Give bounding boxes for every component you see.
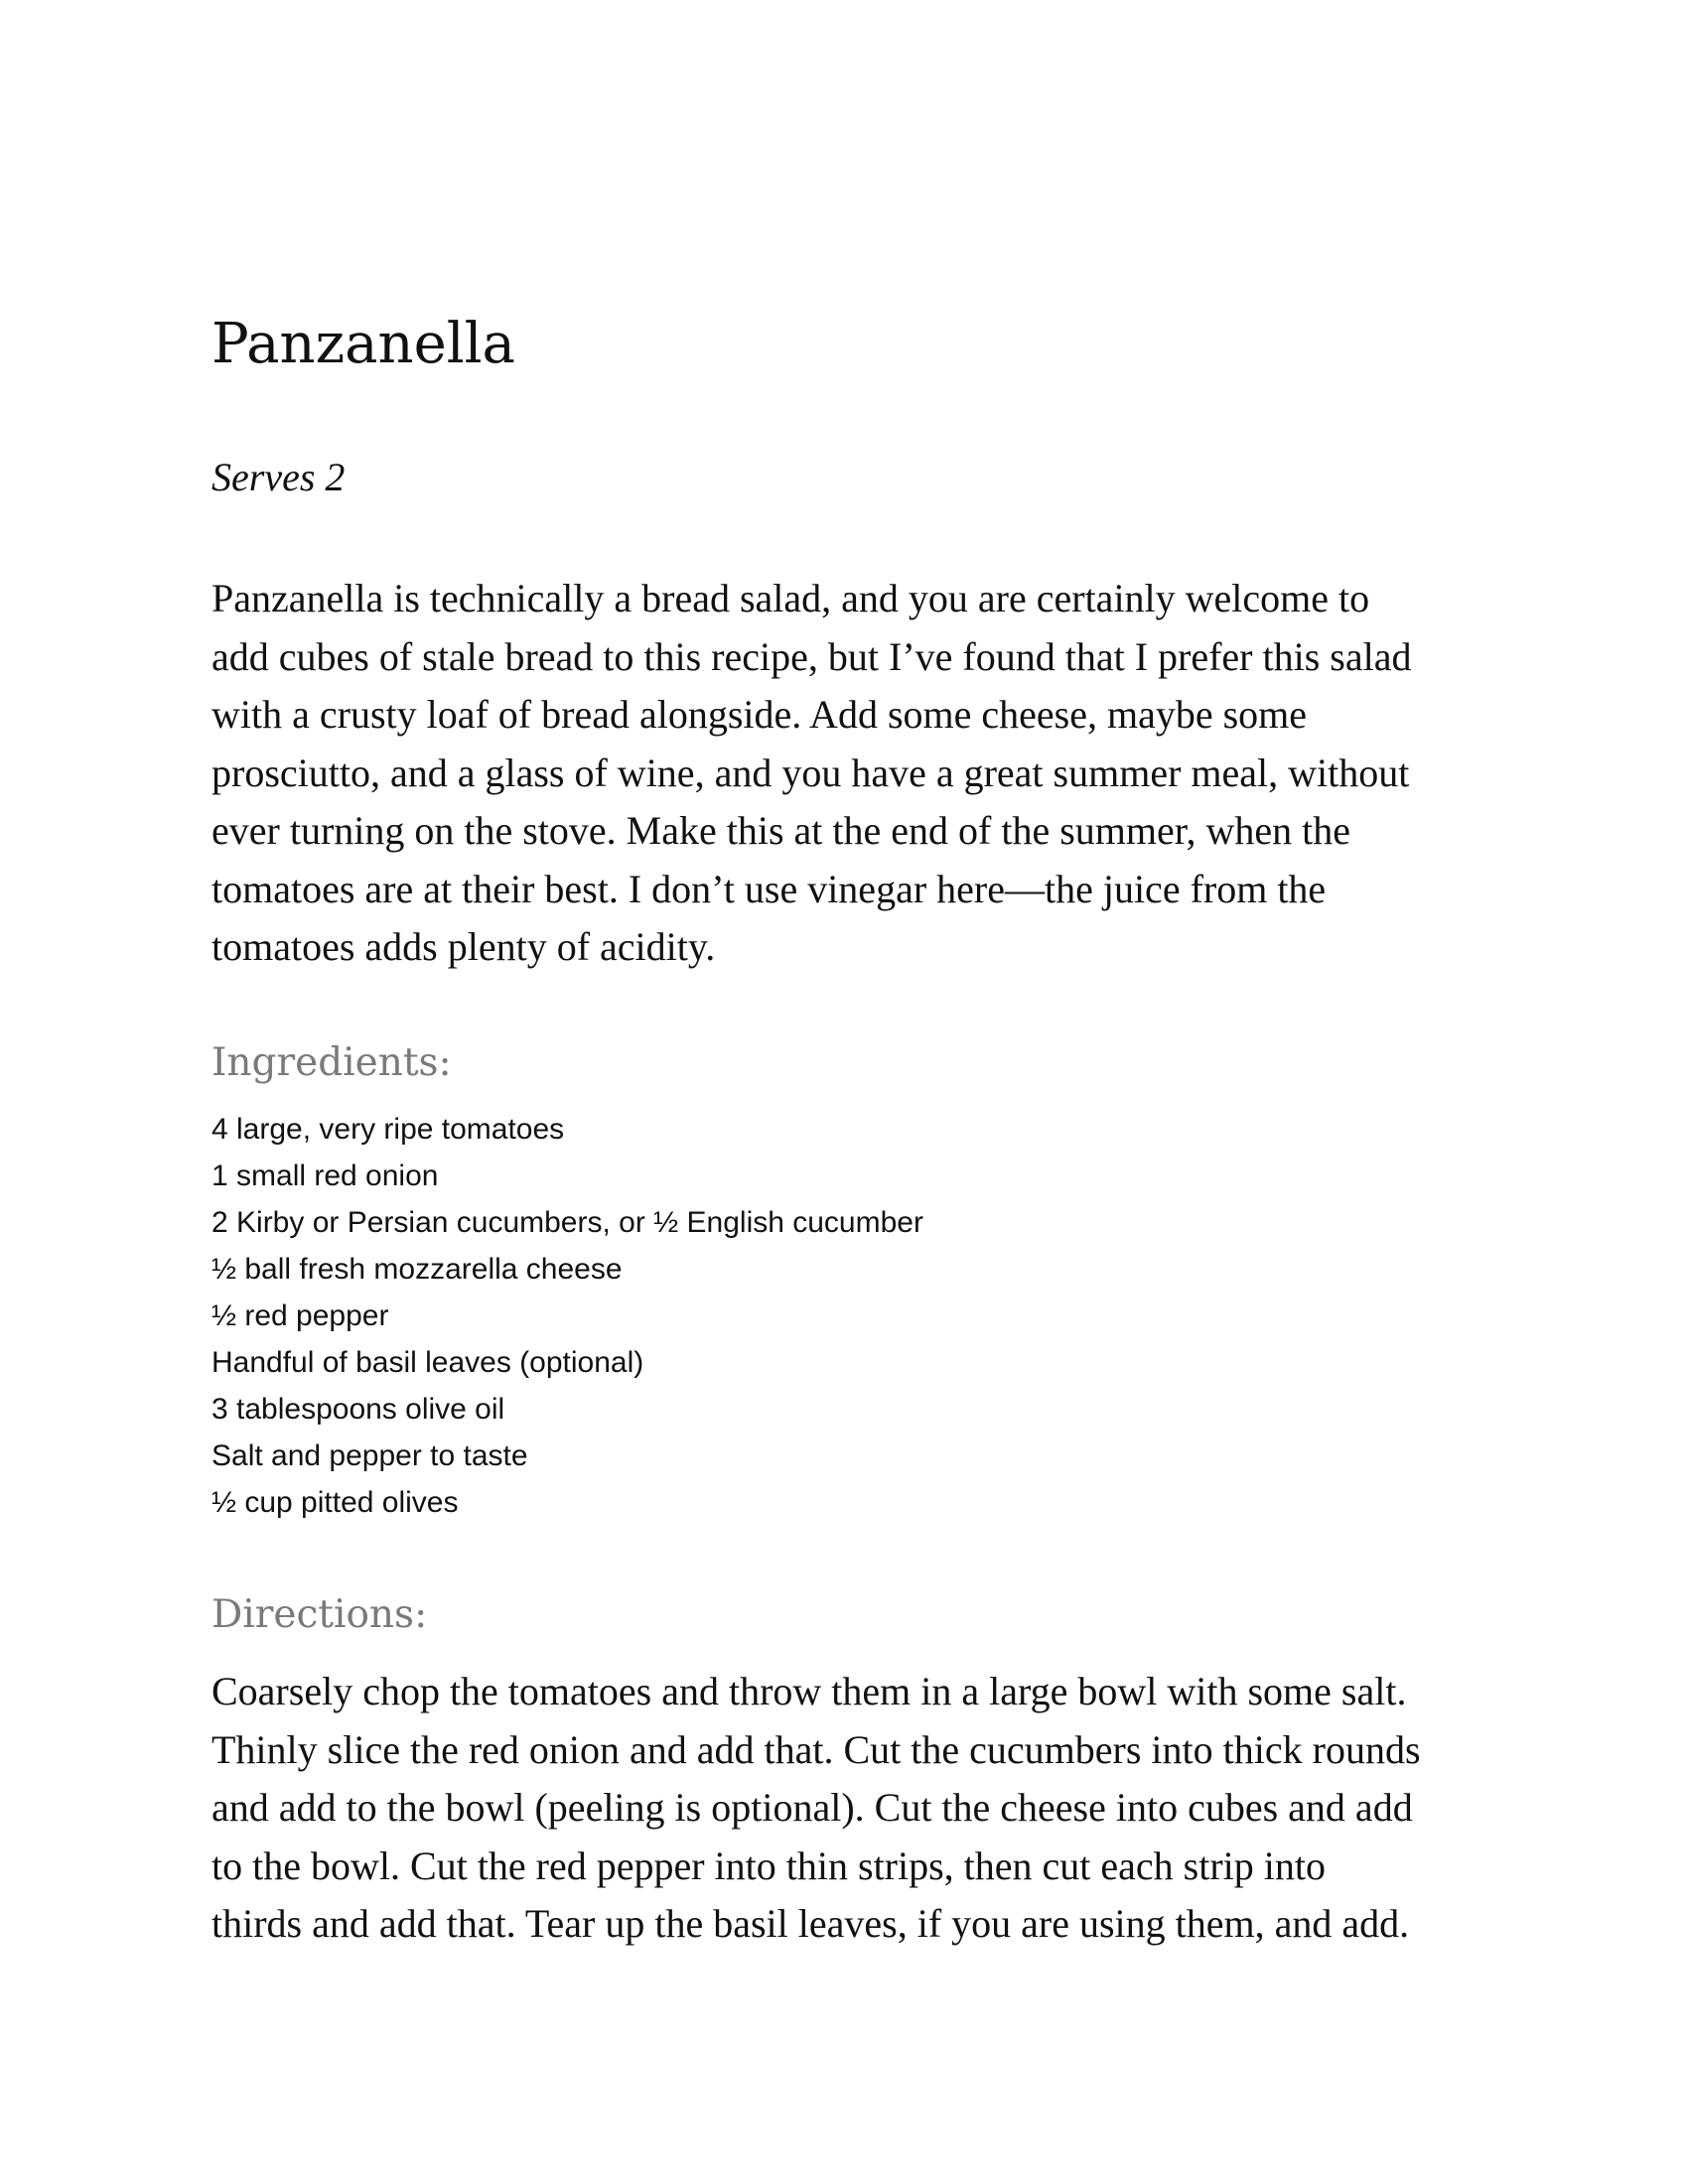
ingredient-item: Salt and pepper to taste — [211, 1439, 528, 1472]
ingredient-item: ½ cup pitted olives — [211, 1486, 459, 1519]
directions-line: thirds and add that. Tear up the basil leaves, if you are using them, and add. — [211, 1901, 1410, 1946]
ingredient-item: 1 small red onion — [211, 1160, 439, 1192]
intro-line: prosciutto, and a glass of wine, and you have a great summer meal, without — [211, 750, 1410, 795]
directions-heading: Directions: — [211, 1592, 428, 1637]
directions-line: Thinly slice the red onion and add that. Cut the cucumbers into thick rounds — [211, 1726, 1421, 1772]
ingredients-list — [211, 1106, 923, 1526]
ingredient-item: 2 Kirby or Persian cucumbers, or ½ English cucumber — [211, 1206, 923, 1239]
directions-paragraph — [211, 1663, 1492, 1954]
intro-line: tomatoes are at their best. I don’t use vinegar here—the juice from the — [211, 866, 1327, 911]
directions-line: and add to the bowl (peeling is optional). Cut the cheese into cubes and add — [211, 1785, 1413, 1830]
serves-note: Serves 2 — [211, 455, 346, 499]
intro-line: tomatoes adds plenty of acidity. — [211, 924, 716, 969]
intro-line: add cubes of stale bread to this recipe, but I’ve found that I prefer this salad — [211, 633, 1412, 679]
recipe-title: Panzanella — [211, 312, 515, 376]
ingredient-item: ½ red pepper — [211, 1299, 389, 1332]
ingredient-item: ½ ball fresh mozzarella cheese — [211, 1253, 623, 1286]
intro-line: ever turning on the stove. Make this at the end of the summer, when the — [211, 808, 1350, 853]
intro-paragraph — [211, 570, 1492, 977]
ingredients-heading: Ingredients: — [211, 1040, 452, 1085]
intro-line: Panzanella is technically a bread salad, and you are certainly welcome to — [211, 576, 1370, 620]
intro-line: with a crusty loaf of bread alongside. Add some cheese, maybe some — [211, 692, 1308, 737]
directions-line: to the bowl. Cut the red pepper into thin strips, then cut each strip into — [211, 1843, 1327, 1888]
ingredient-item: Handful of basil leaves (optional) — [211, 1346, 644, 1379]
directions-line: Coarsely chop the tomatoes and throw them in a large bowl with some salt. — [211, 1669, 1407, 1713]
ingredient-item: 3 tablespoons olive oil — [211, 1393, 505, 1426]
ingredient-item: 4 large, very ripe tomatoes — [211, 1113, 565, 1146]
